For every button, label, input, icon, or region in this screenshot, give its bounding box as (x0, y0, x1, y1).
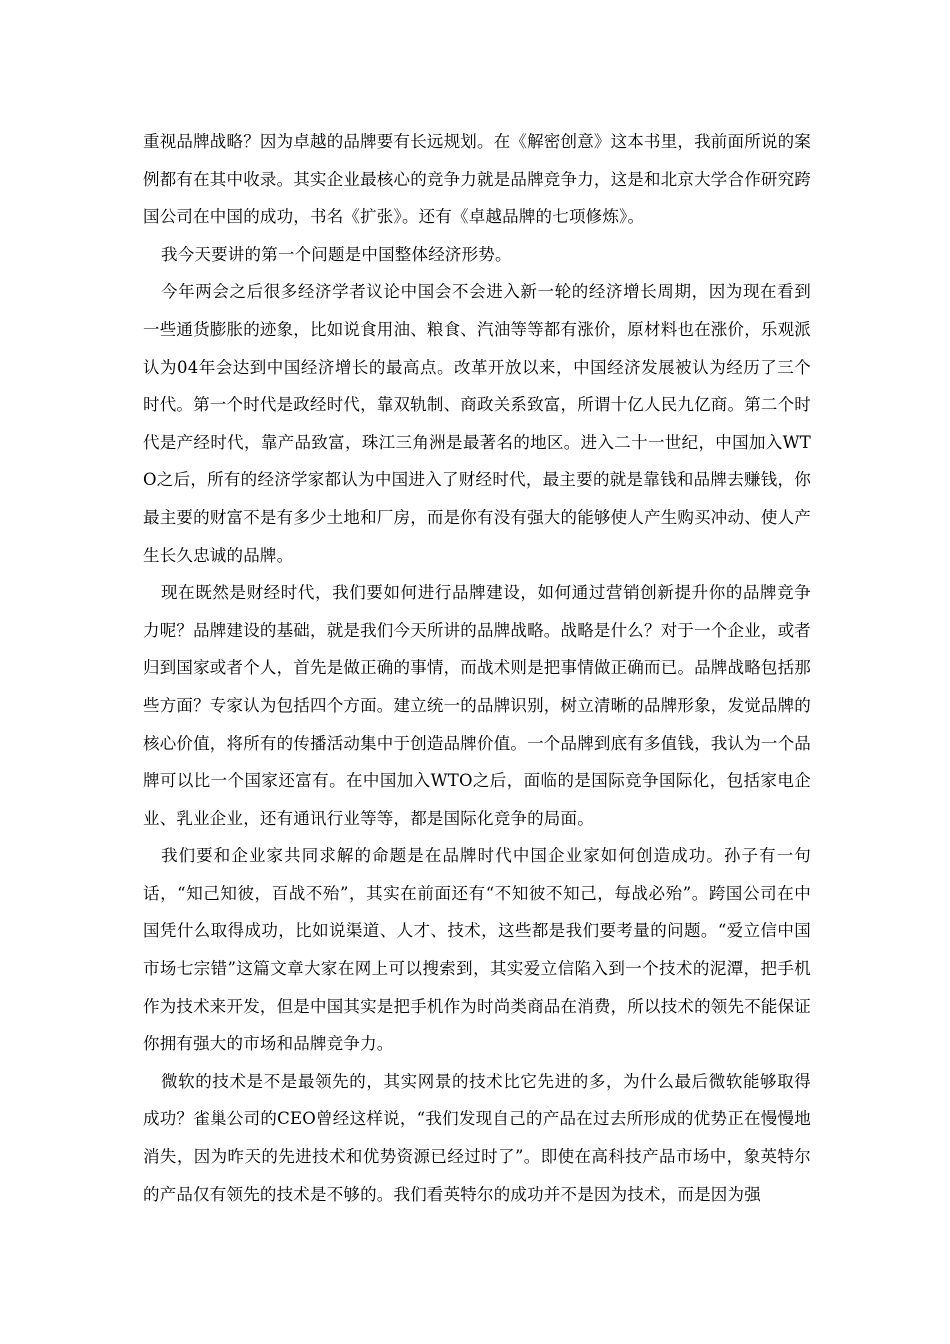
paragraph-4: 现在既然是财经时代，我们要如何进行品牌建设，如何通过营销创新提升你的品牌竞争力呢？品牌建设的基础，就是我们今天所讲的品牌战略。战略是什么？对于一个企业，或者归到国家或者个人，首先是做正确的事情，而战术则是把事情做正确而已。品牌战略包括那些方面？专家认为包括四个方面。建立统一的品牌识别，树立清晰的品牌形象，发觉品牌的核心价值，将所有的传播活动集中于创造品牌价值。一个品牌到底有多值钱，我认为一个品牌可以比一个国家还富有。在中国加入WTO之后，面临的是国际竞争国际化，包括家电企业、乳业企业，还有通讯行业等等，都是国际化竞争的局面。 (143, 583, 811, 828)
paragraph-2: 我今天要讲的第一个问题是中国整体经济形势。 (161, 244, 512, 264)
paragraph-6: 微软的技术是不是最领先的，其实网景的技术比它先进的多，为什么最后微软能够取得成功？雀巢公司的CEO曾经这样说，“我们发现自己的产品在过去所形成的优势正在慢慢地消失，因为昨天的先进技术和优势资源已经过时了”。即使在高科技产品市场中，象英特尔的产品仅有领先的技术是不够的。我们看英特尔的成功并不是因为技术，而是因为强 (143, 1071, 811, 1204)
paragraph-1: 重视品牌战略？因为卓越的品牌要有长远规划。在《解密创意》这本书里，我前面所说的案例都有在其中收录。其实企业最核心的竞争力就是品牌竞争力，这是和北京大学合作研究跨国公司在中国的成功，书名《扩张》。还有《卓越品牌的七项修炼》。 (143, 132, 811, 227)
paragraph-3: 今年两会之后很多经济学者议论中国会不会进入新一轮的经济增长周期，因为现在看到一些通货膨胀的迹象，比如说食用油、粮食、汽油等等都有涨价，原材料也在涨价，乐观派认为04年会达到中国经济增长的最高点。改革开放以来，中国经济发展被认为经历了三个时代。第一个时代是政经时代，靠双轨制、商政关系致富，所谓十亿人民九亿商。第二个时代是产经时代，靠产品致富，珠江三角洲是最著名的地区。进入二十一世纪，中国加入WTO之后，所有的经济学家都认为中国进入了财经时代，最主要的就是靠钱和品牌去赚钱，你最主要的财富不是有多少土地和厂房，而是你有没有强大的能够使人产生购买冲动、使人产生长久忠诚的品牌。 (143, 282, 811, 565)
paragraph-5: 我们要和企业家共同求解的命题是在品牌时代中国企业家如何创造成功。孙子有一句话，“知己知彼，百战不殆”，其实在前面还有“不知彼不知己，每战必殆”。跨国公司在中国凭什么取得成功，比如说渠道、人才、技术，这些都是我们要考量的问题。“爱立信中国市场七宗错”这篇文章大家在网上可以搜索到，其实爱立信陷入到一个技术的泥潭，把手机作为技术来开发，但是中国其实是把手机作为时尚类商品在消费，所以技术的领先不能保证你拥有强大的市场和品牌竞争力。 (143, 846, 811, 1054)
body-text (143, 123, 811, 1213)
